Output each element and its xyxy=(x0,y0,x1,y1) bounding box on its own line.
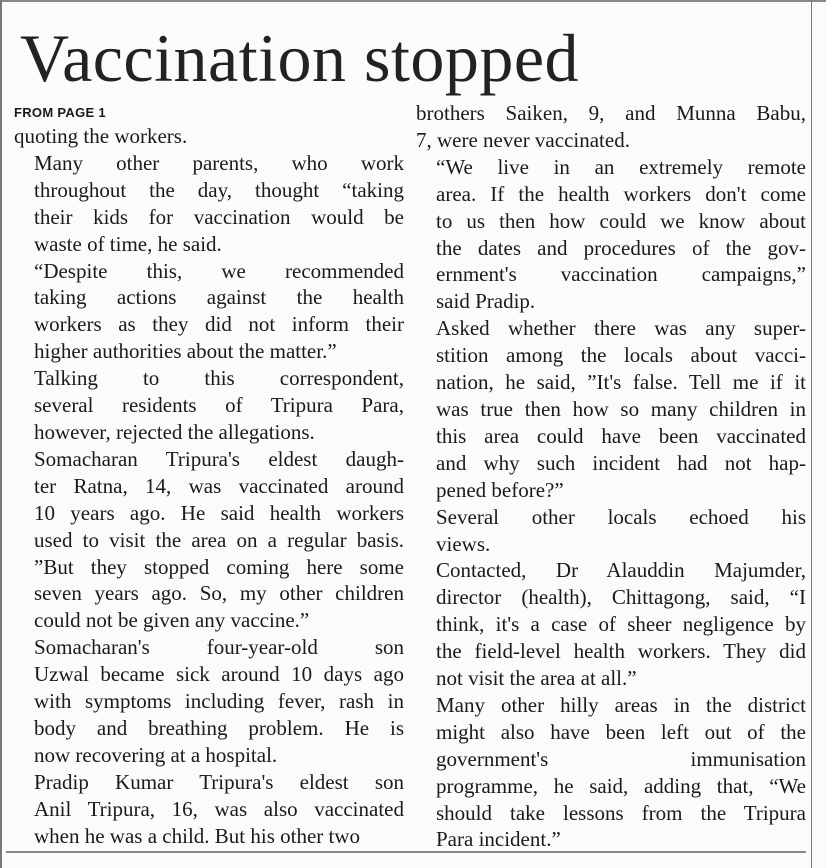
paragraph xyxy=(416,154,806,315)
text-line: could not be given any vaccine.” xyxy=(34,608,310,633)
text-line: higher authorities about the matter.” xyxy=(34,339,337,364)
paragraph xyxy=(416,557,806,692)
text-line: Anil Tripura, 16, was also vaccinated xyxy=(34,796,404,821)
left-column-body xyxy=(14,123,404,849)
text-line: the field-level health workers. They did xyxy=(436,639,806,664)
text-line: “We live in an extremely remote xyxy=(436,154,806,179)
paragraph xyxy=(14,150,404,258)
text-line: director (health), Chittagong, said, “I xyxy=(436,585,806,610)
text-line: Several other locals echoed his xyxy=(436,504,806,529)
text-line: seven years ago. So, my other children xyxy=(34,581,404,606)
text-line: waste of time, he said. xyxy=(34,231,222,256)
text-line: throughout the day, thought “taking xyxy=(34,177,404,202)
left-rule xyxy=(0,0,2,868)
text-line: government's immunisation xyxy=(436,746,806,771)
text-line: several residents of Tripura Para, xyxy=(34,393,404,418)
paragraph xyxy=(416,100,806,154)
text-line: quoting the workers. xyxy=(14,124,188,148)
right-column-body xyxy=(416,100,806,853)
paragraph xyxy=(14,258,404,366)
right-rule xyxy=(811,0,812,868)
text-line: the dates and procedures of the gov- xyxy=(436,235,806,260)
text-line: body and breathing problem. He is xyxy=(34,715,404,740)
text-line: taking actions against the health xyxy=(34,285,404,310)
text-line: programme, he said, adding that, “We xyxy=(436,773,806,798)
text-line: area. If the health workers don't come xyxy=(436,181,806,206)
right-column xyxy=(416,100,806,853)
text-line: Many other parents, who work xyxy=(34,150,404,175)
text-line: used to visit the area on a regular basis. xyxy=(34,527,404,552)
paragraph xyxy=(14,446,404,634)
text-line: workers as they did not inform their xyxy=(34,312,404,337)
text-line: with symptoms including fever, rash in xyxy=(34,689,404,714)
text-line: not visit the area at all.” xyxy=(436,666,637,691)
text-line: this area could have been vaccinated xyxy=(436,423,806,448)
text-line: was true then how so many children in xyxy=(436,396,806,421)
text-line: now recovering at a hospital. xyxy=(34,742,278,767)
text-line: when he was a child. But his other two xyxy=(34,823,361,848)
text-line: stition among the locals about vacci- xyxy=(436,343,806,368)
text-line: Contacted, Dr Alauddin Majumder, xyxy=(436,558,806,583)
paragraph xyxy=(14,634,404,769)
text-line: Asked whether there was any super- xyxy=(436,316,806,341)
text-line: 10 years ago. He said health workers xyxy=(34,500,404,525)
continuation-label: FROM PAGE 1 xyxy=(14,105,106,120)
text-line: brothers Saiken, 9, and Munna Babu, xyxy=(416,101,806,125)
text-line: Para incident.” xyxy=(436,827,561,852)
paragraph xyxy=(14,123,404,150)
text-line: Talking to this correspondent, xyxy=(34,366,404,391)
text-line: their kids for vaccination would be xyxy=(34,204,404,229)
left-column xyxy=(14,100,404,849)
top-rule xyxy=(0,0,826,2)
text-line: might also have been left out of the xyxy=(436,719,806,744)
paragraph xyxy=(416,315,806,503)
text-line: “Despite this, we recommended xyxy=(34,258,404,283)
text-line: Somacharan Tripura's eldest daugh- xyxy=(34,446,404,471)
text-line: Many other hilly areas in the district xyxy=(436,692,806,717)
text-line: Uzwal became sick around 10 days ago xyxy=(34,662,404,687)
text-line: should take lessons from the Tripura xyxy=(436,800,806,825)
text-line: 7, were never vaccinated. xyxy=(416,127,630,152)
text-line: Somacharan's four-year-old son xyxy=(34,635,404,660)
paragraph xyxy=(14,769,404,850)
paragraph xyxy=(14,365,404,446)
text-line: ernment's vaccination campaigns,” xyxy=(436,262,806,287)
paragraph xyxy=(416,692,806,853)
headline: Vaccination stopped xyxy=(20,20,580,96)
text-line: said Pradip. xyxy=(436,289,536,314)
text-line: to us then how could we know about xyxy=(436,208,806,233)
text-line: pened before?” xyxy=(436,477,564,502)
paragraph xyxy=(416,504,806,558)
text-line: views. xyxy=(436,531,491,556)
text-line: however, rejected the allegations. xyxy=(34,419,315,444)
text-line: think, it's a case of sheer negligence by xyxy=(436,612,806,637)
text-line: Pradip Kumar Tripura's eldest son xyxy=(34,769,404,794)
text-line: and why such incident had not hap- xyxy=(436,450,806,475)
text-line: nation, he said, ”It's false. Tell me if it xyxy=(436,370,806,395)
text-line: ter Ratna, 14, was vaccinated around xyxy=(34,473,404,498)
text-line: ”But they stopped coming here some xyxy=(34,554,404,579)
